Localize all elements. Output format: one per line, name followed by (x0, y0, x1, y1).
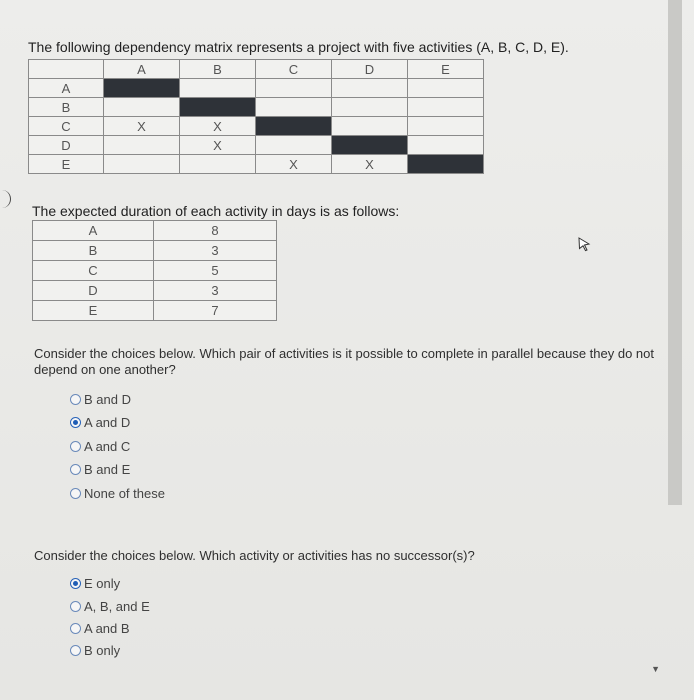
matrix-col-header: C (256, 60, 332, 79)
matrix-header-row (29, 60, 484, 79)
matrix-row-header: C (29, 117, 104, 136)
matrix-cell (180, 98, 256, 117)
matrix-row (29, 117, 484, 136)
duration-intro: The expected duration of each activity in days is as follows: (32, 203, 400, 219)
radio-button[interactable] (70, 578, 81, 589)
q2-option-a-b-and-e[interactable] (70, 599, 150, 614)
q2-option-a-and-b[interactable] (70, 621, 130, 636)
option-label: B only (84, 643, 121, 658)
matrix-cell (408, 155, 484, 174)
matrix-cell (104, 79, 180, 98)
radio-button[interactable] (70, 623, 81, 634)
matrix-cell (180, 155, 256, 174)
matrix-row (29, 155, 484, 174)
matrix-cell: X (180, 117, 256, 136)
option-label: B and E (84, 462, 131, 477)
matrix-col-header: E (408, 60, 484, 79)
days-cell: 3 (154, 241, 277, 261)
days-cell: 5 (154, 261, 277, 281)
matrix-cell (332, 117, 408, 136)
option-label: A and D (84, 415, 131, 430)
matrix-row-header: E (29, 155, 104, 174)
radio-button[interactable] (70, 417, 81, 428)
matrix-cell (256, 136, 332, 155)
matrix-col-header: B (180, 60, 256, 79)
matrix-row (29, 136, 484, 155)
matrix-row (29, 98, 484, 117)
matrix-cell (256, 79, 332, 98)
matrix-col-header: D (332, 60, 408, 79)
matrix-col-header: A (104, 60, 180, 79)
q1-option-b-and-e[interactable] (70, 462, 130, 477)
days-cell: 8 (154, 221, 277, 241)
table-row (33, 241, 277, 261)
matrix-cell (104, 98, 180, 117)
radio-button[interactable] (70, 464, 81, 475)
matrix-cell: X (332, 155, 408, 174)
matrix-cell (332, 98, 408, 117)
activity-cell: C (33, 261, 154, 281)
option-label: E only (84, 576, 121, 591)
option-label: A and B (84, 621, 130, 636)
matrix-row (29, 79, 484, 98)
matrix-cell: X (256, 155, 332, 174)
scrollbar[interactable] (668, 0, 682, 505)
question-1-text: Consider the choices below. Which pair of activities is it possible to complete in parallel because they do not depend on one another? (34, 346, 654, 377)
matrix-cell (408, 98, 484, 117)
matrix-cell (408, 136, 484, 155)
option-label: None of these (84, 486, 165, 501)
duration-table (32, 220, 277, 321)
q2-option-b-only[interactable] (70, 643, 120, 658)
matrix-cell (408, 79, 484, 98)
problem-title: The following dependency matrix represents a project with five activities (A, B, C, D, E). (28, 39, 569, 55)
matrix-cell: X (104, 117, 180, 136)
matrix-cell: X (180, 136, 256, 155)
option-label: A and C (84, 439, 131, 454)
q1-option-a-and-d[interactable] (70, 415, 130, 430)
activity-cell: A (33, 221, 154, 241)
matrix-cell (332, 79, 408, 98)
radio-button[interactable] (70, 394, 81, 405)
q1-option-a-and-c[interactable] (70, 439, 130, 454)
option-label: A, B, and E (84, 599, 150, 614)
table-row (33, 301, 277, 321)
table-row (33, 281, 277, 301)
activity-cell: B (33, 241, 154, 261)
option-label: B and D (84, 392, 131, 407)
radio-button[interactable] (70, 601, 81, 612)
matrix-row-header: B (29, 98, 104, 117)
dependency-matrix (28, 59, 484, 174)
radio-button[interactable] (70, 645, 81, 656)
matrix-cell (408, 117, 484, 136)
activity-cell: E (33, 301, 154, 321)
matrix-row-header: A (29, 79, 104, 98)
matrix-corner-cell (29, 60, 104, 79)
days-cell: 7 (154, 301, 277, 321)
activity-cell: D (33, 281, 154, 301)
scroll-down-icon[interactable]: ▼ (651, 664, 660, 674)
table-row (33, 221, 277, 241)
matrix-cell (256, 117, 332, 136)
matrix-cell (256, 98, 332, 117)
matrix-cell (332, 136, 408, 155)
matrix-row-header: D (29, 136, 104, 155)
mouse-cursor-icon (576, 236, 592, 252)
radio-button[interactable] (70, 441, 81, 452)
question-2-text: Consider the choices below. Which activity or activities has no successor(s)? (34, 548, 475, 563)
q2-option-e-only[interactable] (70, 576, 120, 591)
days-cell: 3 (154, 281, 277, 301)
matrix-cell (104, 136, 180, 155)
radio-button[interactable] (70, 488, 81, 499)
matrix-cell (104, 155, 180, 174)
q1-option-none[interactable] (70, 486, 165, 501)
left-edge-mark (0, 190, 11, 208)
matrix-cell (180, 79, 256, 98)
q1-option-b-and-d[interactable] (70, 392, 131, 407)
table-row (33, 261, 277, 281)
